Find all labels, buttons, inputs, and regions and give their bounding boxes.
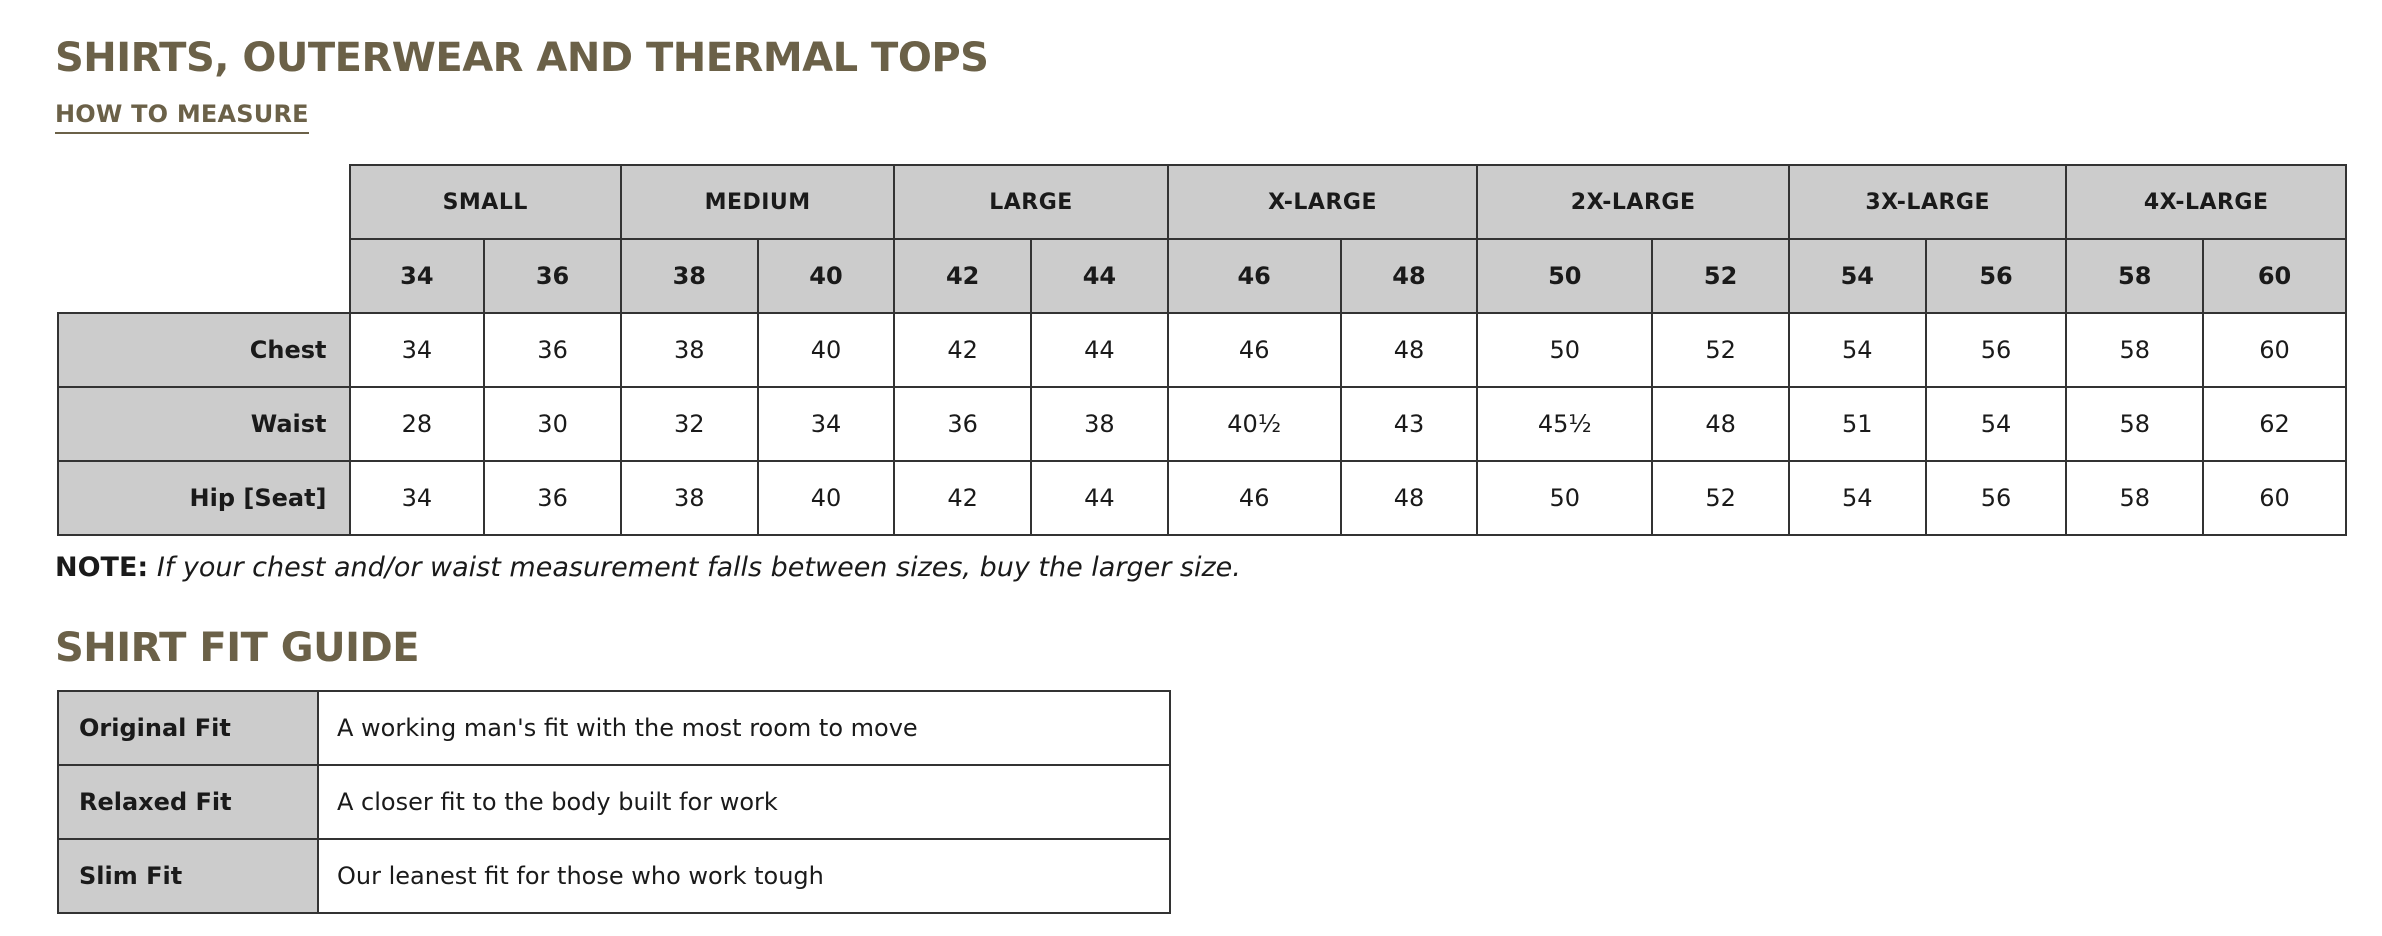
measurement-cell: 38	[621, 313, 758, 387]
table-row-hip	[58, 461, 2346, 535]
measurement-cell: 48	[1341, 313, 1478, 387]
how-to-measure-link[interactable]: HOW TO MEASURE	[55, 98, 309, 134]
size-group-large: LARGE	[894, 165, 1167, 239]
measurement-cell: 50	[1477, 313, 1652, 387]
table-row-waist	[58, 387, 2346, 461]
note-text: If your chest and/or waist measurement falls between sizes, buy the larger size.	[156, 552, 1241, 583]
size-number: 42	[894, 239, 1031, 313]
measurement-cell: 43	[1341, 387, 1478, 461]
note-label: NOTE:	[55, 552, 149, 583]
table-row-chest	[58, 313, 2346, 387]
size-group-header-row	[58, 165, 2346, 239]
fit-guide-table	[57, 690, 1171, 914]
size-number: 34	[350, 239, 485, 313]
measurement-cell: 48	[1341, 461, 1478, 535]
corner-cell	[58, 239, 350, 313]
measurement-cell: 36	[894, 387, 1031, 461]
size-chart-table	[57, 164, 2347, 536]
measurement-cell: 56	[1926, 313, 2067, 387]
measurement-cell: 28	[350, 387, 485, 461]
size-number: 40	[758, 239, 895, 313]
page-title: SHIRTS, OUTERWEAR AND THERMAL TOPS	[55, 35, 989, 81]
measurement-cell: 38	[1031, 387, 1168, 461]
size-group-4x-large: 4X-LARGE	[2066, 165, 2346, 239]
measurement-cell: 38	[621, 461, 758, 535]
fit-guide-title: SHIRT FIT GUIDE	[55, 625, 420, 671]
size-number: 36	[484, 239, 621, 313]
measurement-cell: 58	[2066, 461, 2203, 535]
table-row	[58, 691, 1170, 765]
measurement-cell: 40	[758, 313, 895, 387]
measurement-cell: 45½	[1477, 387, 1652, 461]
measurement-cell: 50	[1477, 461, 1652, 535]
measurement-cell: 42	[894, 313, 1031, 387]
measurement-cell: 44	[1031, 313, 1168, 387]
fit-description: A closer fit to the body built for work	[318, 765, 1170, 839]
size-number: 46	[1168, 239, 1341, 313]
measurement-cell: 58	[2066, 313, 2203, 387]
measurement-cell: 54	[1789, 461, 1926, 535]
measurement-cell: 34	[350, 461, 485, 535]
size-group-small: SMALL	[350, 165, 621, 239]
size-number: 52	[1652, 239, 1789, 313]
row-label-hip: Hip [Seat]	[58, 461, 350, 535]
measurement-cell: 34	[350, 313, 485, 387]
measurement-cell: 52	[1652, 461, 1789, 535]
measurement-cell: 56	[1926, 461, 2067, 535]
size-number-header-row	[58, 239, 2346, 313]
fit-name-original: Original Fit	[58, 691, 318, 765]
size-group-3x-large: 3X-LARGE	[1789, 165, 2066, 239]
size-group-medium: MEDIUM	[621, 165, 894, 239]
size-number: 58	[2066, 239, 2203, 313]
measurement-cell: 32	[621, 387, 758, 461]
size-number: 60	[2203, 239, 2346, 313]
fit-name-slim: Slim Fit	[58, 839, 318, 913]
measurement-cell: 44	[1031, 461, 1168, 535]
size-group-x-large: X-LARGE	[1168, 165, 1478, 239]
measurement-cell: 54	[1926, 387, 2067, 461]
row-label-chest: Chest	[58, 313, 350, 387]
size-number: 56	[1926, 239, 2067, 313]
size-note	[55, 550, 1241, 586]
size-number: 44	[1031, 239, 1168, 313]
table-row	[58, 765, 1170, 839]
table-row	[58, 839, 1170, 913]
measurement-cell: 60	[2203, 313, 2346, 387]
measurement-cell: 58	[2066, 387, 2203, 461]
size-number: 38	[621, 239, 758, 313]
size-group-2x-large: 2X-LARGE	[1477, 165, 1789, 239]
fit-description: Our leanest fit for those who work tough	[318, 839, 1170, 913]
measurement-cell: 62	[2203, 387, 2346, 461]
measurement-cell: 36	[484, 313, 621, 387]
size-number: 54	[1789, 239, 1926, 313]
measurement-cell: 51	[1789, 387, 1926, 461]
fit-name-relaxed: Relaxed Fit	[58, 765, 318, 839]
row-label-waist: Waist	[58, 387, 350, 461]
measurement-cell: 34	[758, 387, 895, 461]
measurement-cell: 42	[894, 461, 1031, 535]
measurement-cell: 40	[758, 461, 895, 535]
measurement-cell: 30	[484, 387, 621, 461]
fit-description: A working man's fit with the most room to move	[318, 691, 1170, 765]
corner-cell	[58, 165, 350, 239]
measurement-cell: 60	[2203, 461, 2346, 535]
measurement-cell: 36	[484, 461, 621, 535]
size-number: 48	[1341, 239, 1478, 313]
size-number: 50	[1477, 239, 1652, 313]
measurement-cell: 52	[1652, 313, 1789, 387]
measurement-cell: 48	[1652, 387, 1789, 461]
measurement-cell: 46	[1168, 313, 1341, 387]
measurement-cell: 54	[1789, 313, 1926, 387]
measurement-cell: 40½	[1168, 387, 1341, 461]
measurement-cell: 46	[1168, 461, 1341, 535]
